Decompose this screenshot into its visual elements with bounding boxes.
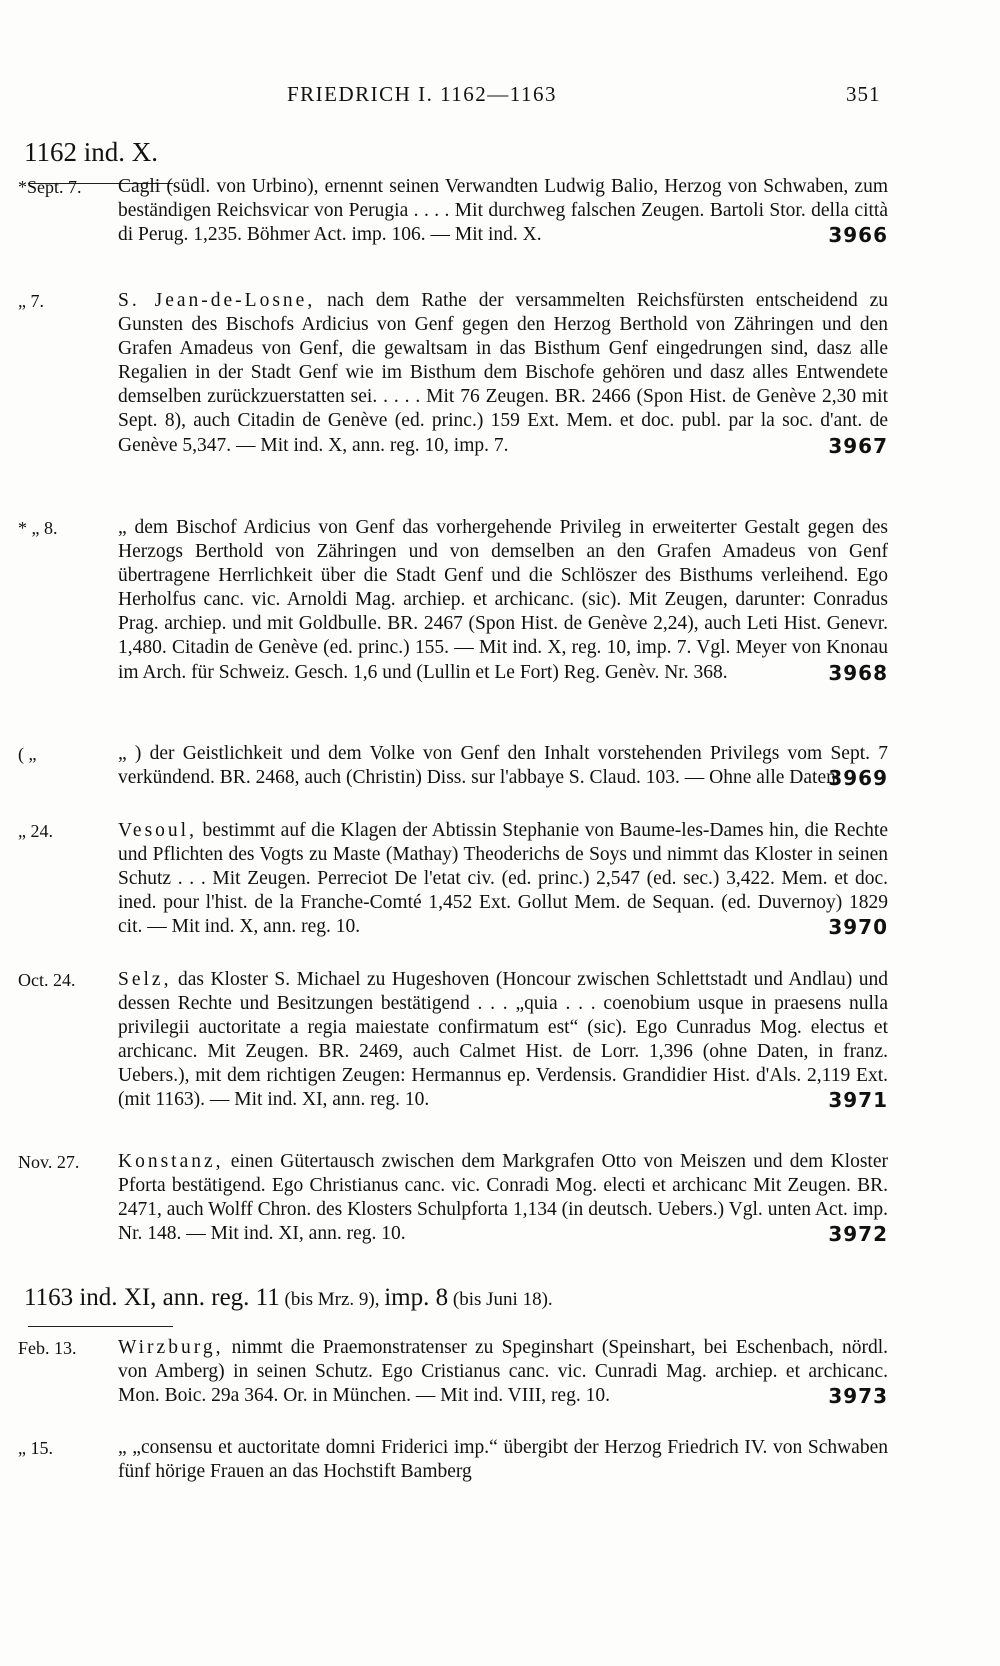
entry-date: Feb. 13. (18, 1338, 77, 1358)
entry-number: 3968 (828, 660, 888, 685)
entry-body: Cagli (südl. von Urbino), ernennt seinen Verwandten Ludwig Balio, Herzog von Schwaben, zum beständigen Reichsvicar von Perugia . . . . Mit durchweg falschen Zeugen. Bartoli Stor. della città di Perug. 1,235. Böhmer Act. imp. 106. — Mit ind. X. (118, 176, 888, 246)
entry-body: das Kloster S. Michael zu Hugeshoven (Honcour zwischen Schlettstadt und Andlau) und dessen Rechte und Besitzungen bestätigend . . . „quia . . . coenobium usque in praesens nulla privilegii auctoritate a regia maiestate confirmatum est“ (sic). Ego Cunradus Mog. electus et archicanc. Mit Zeugen. BR. 2469, auch Calmet Hist. de Lorr. 1,396 (ohne Daten, in franz. Uebers.), mit dem richtigen Zeugen: Hermannus ep. Verdensis. Grandidier Hist. d'Als. 2,119 Ext. (mit 1163). — Mit ind. XI, ann. reg. 10. (118, 969, 888, 1111)
entry-number: 3966 (828, 223, 888, 248)
entry-place: S. Jean-de-Losne, (118, 290, 316, 311)
entry-text (118, 289, 888, 458)
entry-3972 (0, 1150, 1000, 1246)
heading-main-2: imp. 8 (384, 1284, 449, 1311)
heading-sub: (bis Mrz. 9), (279, 1289, 385, 1310)
entry-place: Vesoul, (118, 820, 197, 841)
year-heading-1163 (24, 1284, 553, 1312)
entry-number: 3969 (828, 766, 888, 791)
entry-place: „ (118, 1437, 127, 1458)
entry-3968 (0, 516, 1000, 685)
entry-number: 3970 (828, 915, 888, 940)
entry-body: einen Gütertausch zwischen dem Markgrafen Otto von Meiszen und dem Kloster Pforta bestätigend. Ego Christianus canc. vic. Conradi Mog. electi et archicanc Mit Zeugen. BR. 2471, auch Wolff Chron. des Klosters Schulpforta 1,134 (in deutsch. Uebers.) Vgl. unten Act. imp. Nr. 148. — Mit ind. XI, ann. reg. 10. (118, 1151, 888, 1245)
entry-body: dem Bischof Ardicius von Genf das vorhergehende Privileg in erweiterter Gestalt gegen des Herzogs Berthold von Zähringen und von demselben an den Grafen Amadeus von Genf übertragene Herrlichkeit über die Stadt Genf und die Schlöszer des Bisthums verleihend. Ego Herholfus canc. vic. Arnoldi Mag. archiep. et archicanc. (sic). Mit Zeugen, darunter: Conradus Prag. archiep. und mit Goldbulle. BR. 2467 (Spon Hist. de Genève 2,24), auch Leti Hist. Genevr. 1,480. Citadin de Genève (ed. princ.) 155. — Mit ind. X, reg. 10, imp. 7. Vgl. Meyer von Knonau im Arch. für Schweiz. Gesch. 1,6 und (Lullin et Le Fort) Reg. Genèv. Nr. 368. (118, 517, 888, 683)
entry-date: „ 15. (18, 1438, 53, 1458)
entry-3969 (0, 742, 1000, 790)
entry-place: Konstanz, (118, 1151, 224, 1172)
entry-place: „ ) (118, 743, 142, 764)
heading-main: 1163 ind. XI, ann. reg. 11 (24, 1284, 280, 1311)
entry-3967 (0, 289, 1000, 458)
entry-text (118, 968, 888, 1113)
entry-text (118, 175, 888, 247)
entry-body: „consensu et auctoritate domni Friderici imp.“ übergibt der Herzog Friedrich IV. von Schwaben fünf hörige Frauen an das Hochstift Bamberg (118, 1437, 888, 1483)
entry-body: bestimmt auf die Klagen der Abtissin Stephanie von Baume-les-Dames hin, die Rechte und Pflichten des Vogts zu Maste (Mathay) Theoderichs de Soys und nimmt das Kloster in seinen Schutz . . . Mit Zeugen. Perreciot De l'etat civ. (ed. princ.) 2,547 (ed. sec.) 3,422. Mem. et doc. ined. pour l'hist. de la Franche-Comté 1,452 Ext. Gollut Mem. de Sequan. (ed. Duvernoy) 1829 cit. — Mit ind. X, ann. reg. 10. (118, 820, 888, 938)
entry-place: Wirzburg, (118, 1337, 224, 1358)
entry-text (118, 1436, 888, 1484)
entry-number: 3967 (828, 433, 888, 458)
entry-3970 (0, 819, 1000, 939)
entry-text (118, 819, 888, 939)
running-title: FRIEDRICH I. 1162—1163 (287, 82, 558, 106)
entry-date: ( „ (18, 744, 37, 764)
entry-date: „ 24. (18, 821, 53, 841)
entry-body: der Geistlichkeit und dem Volke von Genf den Inhalt vorstehenden Privilegs vom Sept. 7 verkündend. BR. 2468, auch (Christin) Diss. sur l'abbaye S. Claud. 103. — Ohne alle Daten. (118, 743, 888, 789)
entry-body: nimmt die Praemonstratenser zu Speginshart (Speinshart, bei Eschenbach, nördl. von Amberg) in seinen Schutz. Ego Cristianus canc. vic. Cunradi Mag. archiep. et archicanc. Mon. Boic. 29a 364. Or. in München. — Mit ind. VIII, reg. 10. (118, 1337, 888, 1407)
entry-number: 3971 (828, 1088, 888, 1113)
entry-date: Oct. 24. (18, 970, 76, 990)
entry-continued (0, 1436, 1000, 1484)
entry-3973 (0, 1336, 1000, 1408)
entry-body: nach dem Rathe der versammelten Reichsfürsten entscheidend zu Gunsten des Bischofs Ardicius von Genf gegen den Herzog Berthold von Zähringen und den Grafen Amadeus von Genf, die gewaltsam in das Bisthum Genf eingedrungen sind, dasz alle Regalien in der Stadt Genf wie im Bisthum dem Bischofe gehören und dasz alles Entwendete demselben zurückzuerstatten sei. . . . . Mit 76 Zeugen. BR. 2466 (Spon Hist. de Genève 2,30 mit Sept. 8), auch Citadin de Genève (ed. princ.) 159 Ext. Mem. et doc. publ. par la soc. d'ant. de Genève 5,347. — Mit ind. X, ann. reg. 10, imp. 7. (118, 290, 888, 456)
entry-text (118, 1336, 888, 1408)
entry-3966 (0, 175, 1000, 247)
heading-sub-2: (bis Juni 18). (448, 1289, 553, 1310)
running-head (0, 82, 1000, 112)
entry-text (118, 742, 888, 790)
year-heading-1162: 1162 ind. X. (24, 137, 158, 167)
entry-date: *Sept. 7. (18, 177, 82, 197)
entry-place: „ (118, 517, 127, 538)
entry-text (118, 1150, 888, 1246)
entry-number: 3973 (828, 1384, 888, 1409)
entry-number: 3972 (828, 1222, 888, 1247)
page-number: 351 (846, 82, 881, 106)
entry-3971 (0, 968, 1000, 1113)
entry-date: Nov. 27. (18, 1152, 80, 1172)
entry-text (118, 516, 888, 685)
entry-place: Selz, (118, 969, 172, 990)
heading-rule (28, 1326, 173, 1327)
entry-date: „ 7. (18, 291, 44, 311)
entry-date: * „ 8. (18, 518, 58, 538)
